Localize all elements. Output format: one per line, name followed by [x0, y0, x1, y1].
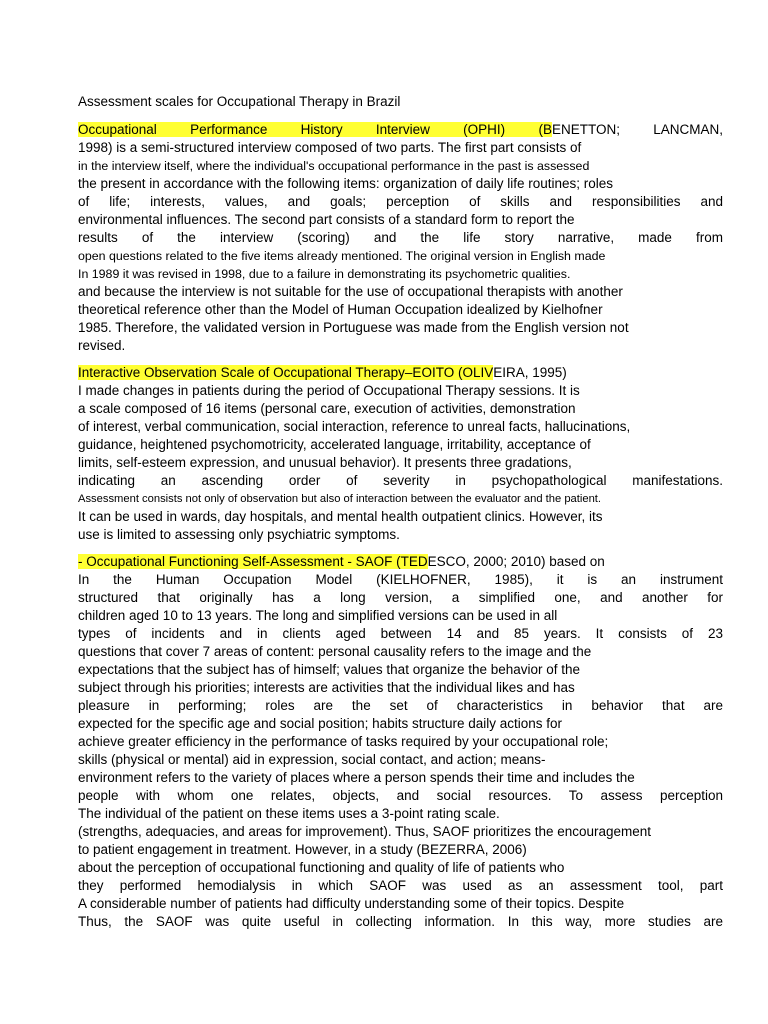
section-1 — [78, 121, 723, 355]
line-text: (strengths, adequacies, and areas for improvement). Thus, SAOF prioritizes the encouragement — [78, 824, 652, 839]
text-line — [78, 751, 723, 769]
line-text: revised. — [78, 338, 126, 353]
text-line — [78, 679, 723, 697]
line-text: theoretical reference other than the Model of Human Occupation idealized by Kielhofner — [78, 302, 603, 317]
line-text: expected for the specific age and social position; habits structure daily actions for — [78, 716, 563, 731]
line-text: types of incidents and in clients aged between 14 and 85 years. It consists of 23 — [78, 626, 723, 641]
text-line — [78, 211, 723, 229]
section-2 — [78, 364, 723, 544]
line-text: Thus, the SAOF was quite useful in collecting information. In this way, more studies are — [78, 914, 723, 929]
text-line — [78, 436, 723, 454]
text-line — [78, 319, 723, 337]
text-line — [78, 643, 723, 661]
text-line — [78, 589, 723, 607]
line-text: A considerable number of patients had difficulty understanding some of their topics. Despite — [78, 896, 625, 911]
line-text: 1985. Therefore, the validated version in Portuguese was made from the English version not — [78, 320, 629, 335]
text-line — [78, 364, 723, 382]
line-text: environmental influences. The second part consists of a standard form to report the — [78, 212, 575, 227]
text-line — [78, 715, 723, 733]
line-text: of life; interests, values, and goals; perception of skills and responsibilities and — [78, 194, 723, 209]
document-page — [78, 93, 723, 940]
text-line — [78, 283, 723, 301]
line-text: results of the interview (scoring) and the life story narrative, made from — [78, 230, 723, 245]
text-line — [78, 229, 723, 247]
line-text: a scale composed of 16 items (personal care, execution of activities, demonstration — [78, 401, 576, 416]
line-text: open questions related to the five items already mentioned. The original version in English made — [78, 249, 606, 263]
text-line — [78, 301, 723, 319]
document-title: Assessment scales for Occupational Therapy in Brazil — [78, 94, 401, 109]
text-line — [78, 769, 723, 787]
text-line — [78, 265, 723, 283]
line-text: they performed hemodialysis in which SAOF was used as an assessment tool, part — [78, 878, 723, 893]
text-line — [78, 823, 723, 841]
line-text: structured that originally has a long version, a simplified one, and another for — [78, 590, 723, 605]
line-text: ENETTON; LANCMAN, — [551, 122, 723, 137]
text-line — [78, 553, 723, 571]
line-text: use is limited to assessing only psychiatric symptoms. — [78, 527, 400, 542]
text-line — [78, 895, 723, 913]
text-line — [78, 805, 723, 823]
line-text: indicating an ascending order of severity in psychopathological manifestations. — [78, 473, 723, 488]
line-text: In the Human Occupation Model (KIELHOFNER, 1985), it is an instrument — [78, 572, 723, 587]
text-line — [78, 661, 723, 679]
text-line — [78, 859, 723, 877]
text-line — [78, 490, 723, 508]
line-text: It can be used in wards, day hospitals, and mental health outpatient clinics. However, its — [78, 509, 603, 524]
line-text: environment refers to the variety of places where a person spends their time and includes the — [78, 770, 635, 785]
text-line — [78, 571, 723, 589]
line-text: EIRA, 1995) — [493, 365, 567, 380]
text-line — [78, 607, 723, 625]
text-line — [78, 400, 723, 418]
line-text: The individual of the patient on these items uses a 3-point rating scale. — [78, 806, 500, 821]
line-text: subject through his priorities; interests are activities that the individual likes and has — [78, 680, 575, 695]
text-line — [78, 382, 723, 400]
text-line — [78, 454, 723, 472]
line-text: children aged 10 to 13 years. The long and simplified versions can be used in all — [78, 608, 558, 623]
text-line — [78, 157, 723, 175]
line-text: the present in accordance with the following items: organization of daily life routines; roles — [78, 176, 614, 191]
line-text: expectations that the subject has of himself; values that organize the behavior of the — [78, 662, 581, 677]
section-heading-highlight: Occupational Performance History Interview (OPHI) (B — [78, 122, 552, 137]
line-text: and because the interview is not suitable for the use of occupational therapists with another — [78, 284, 623, 299]
line-text: pleasure in performing; roles are the set of characteristics in behavior that are — [78, 698, 723, 713]
section-heading-highlight: Interactive Observation Scale of Occupational Therapy–EOITO (OLIV — [78, 365, 494, 380]
line-text: guidance, heightened psychomotricity, accelerated language, irritability, acceptance of — [78, 437, 591, 452]
text-line — [78, 418, 723, 436]
text-line — [78, 121, 723, 139]
text-line — [78, 841, 723, 859]
line-text: achieve greater efficiency in the performance of tasks required by your occupational role; — [78, 734, 609, 749]
text-line — [78, 247, 723, 265]
section-3 — [78, 553, 723, 931]
text-line — [78, 733, 723, 751]
line-text: skills (physical or mental) aid in expression, social contact, and action; means- — [78, 752, 546, 767]
text-line — [78, 175, 723, 193]
line-text: ESCO, 2000; 2010) based on — [427, 554, 605, 569]
text-line — [78, 472, 723, 490]
line-text: of interest, verbal communication, social interaction, reference to unreal facts, hallucinations, — [78, 419, 631, 434]
text-line — [78, 913, 723, 931]
text-line — [78, 337, 723, 355]
text-line — [78, 508, 723, 526]
text-line — [78, 625, 723, 643]
text-line — [78, 877, 723, 895]
document-body — [78, 121, 723, 931]
line-text: questions that cover 7 areas of content: personal causality refers to the image and the — [78, 644, 592, 659]
section-heading-highlight: - Occupational Functioning Self-Assessment - SAOF (TED — [78, 554, 428, 569]
line-text: Assessment consists not only of observation but also of interaction between the evaluator and the patient. — [78, 493, 602, 505]
line-text: to patient engagement in treatment. However, in a study (BEZERRA, 2006) — [78, 842, 527, 857]
line-text: 1998) is a semi-structured interview composed of two parts. The first part consists of — [78, 140, 582, 155]
text-line — [78, 697, 723, 715]
line-text: limits, self-esteem expression, and unusual behavior). It presents three gradations, — [78, 455, 572, 470]
text-line — [78, 139, 723, 157]
text-line — [78, 787, 723, 805]
text-line — [78, 193, 723, 211]
text-line — [78, 526, 723, 544]
line-text: In 1989 it was revised in 1998, due to a failure in demonstrating its psychometric qualities. — [78, 267, 571, 281]
line-text: I made changes in patients during the period of Occupational Therapy sessions. It is — [78, 383, 580, 398]
line-text: about the perception of occupational functioning and quality of life of patients who — [78, 860, 565, 875]
line-text: in the interview itself, where the individual's occupational performance in the past is assessed — [78, 159, 590, 173]
line-text: people with whom one relates, objects, and social resources. To assess perception — [78, 788, 723, 803]
